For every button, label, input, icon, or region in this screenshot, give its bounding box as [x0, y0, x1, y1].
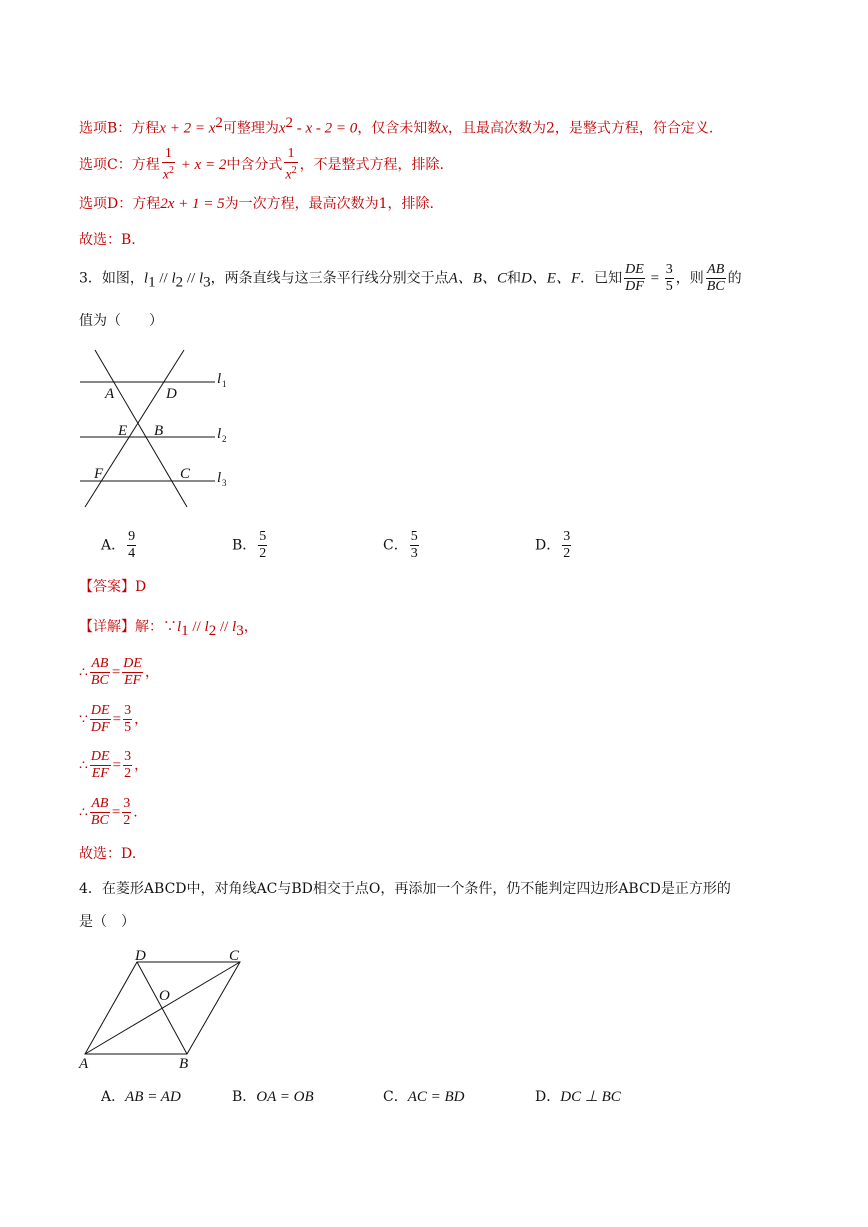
option-d-explanation: 选项D：方程2x + 1 = 5为一次方程，最高次数为1，排除.	[79, 196, 434, 212]
rh-point-c-label: C	[229, 948, 240, 964]
q3-detail-step1: 【详解】解：$\because l_1 // l_2 // l_3$，	[79, 619, 258, 639]
q3-choice: 故选：D.	[79, 846, 137, 862]
point-a-label: A	[105, 386, 115, 402]
point-e-label: E	[118, 423, 128, 439]
point-b-label: B	[154, 423, 164, 439]
l2-label: l	[217, 426, 222, 442]
q3-parallel-lines-figure	[75, 345, 245, 515]
l2-sub: 2	[222, 434, 227, 444]
q3-answer: 【答案】D	[79, 579, 147, 595]
q4-stem: 4．在菱形ABCD中，对角线AC与BD相交于点O，再添加一个条件，仍不能判定四边形ABCD是正方形的	[79, 881, 731, 897]
q3-stem: 3．如图，$l_1 // l_2 // l_3$，两条直线与这三条平行线分别交于点A、B、C和D、E、F．已知 $\frac{DE}{DF}$ = $\frac{3}{5}$ ，则 $\frac{AB}{BC}$ 的	[79, 262, 742, 294]
q4-option-c[interactable]: C．AC = BD	[383, 1089, 465, 1105]
l1-sub: 1	[222, 379, 227, 389]
q3-detail-step5: ∴ $\frac{AB}{BC}$ = $\frac{3}{2}$ .	[79, 796, 138, 828]
transversal-dbf	[85, 350, 184, 507]
rh-point-a-label: A	[79, 1056, 89, 1072]
q3-detail-step2: ∴ $\frac{AB}{BC}$ = $\frac{DE}{EF}$ ，	[79, 656, 159, 688]
q3-stem-line2: 值为（ ）	[79, 313, 163, 329]
diagonal-bd	[137, 962, 187, 1054]
q4-stem-line2: 是（ ）	[79, 914, 135, 930]
point-f-label: F	[94, 466, 104, 482]
l3-sub: 3	[222, 478, 227, 488]
l1-label: l	[217, 371, 222, 387]
rh-point-o-label: O	[159, 988, 170, 1004]
q3-option-a[interactable]: A． $\frac{9}{4}$	[101, 529, 136, 561]
point-c-label: C	[180, 466, 191, 482]
q4-option-d[interactable]: D．DC ⊥ BC	[535, 1089, 621, 1105]
prev-choice: 故选：B.	[79, 232, 136, 248]
q3-detail-step3: ∵ $\frac{DE}{DF}$ = $\frac{3}{5}$ ，	[79, 703, 149, 735]
q4-option-a[interactable]: A．AB = AD	[101, 1089, 181, 1105]
q4-rhombus-figure	[75, 944, 255, 1072]
q3-detail-step4: ∴ $\frac{DE}{EF}$ = $\frac{3}{2}$ ，	[79, 749, 149, 781]
q3-option-d[interactable]: D． $\frac{3}{2}$	[535, 529, 571, 561]
point-d-label: D	[166, 386, 177, 402]
option-b-explanation: 选项B：方程$x + 2 = x^2$可整理为$x^2 - x - 2 = 0$，仅含未知数x，且最高次数为2，是整式方程，符合定义.	[79, 115, 714, 137]
q3-option-b[interactable]: B． $\frac{5}{2}$	[232, 529, 267, 561]
q4-option-b[interactable]: B．OA = OB	[232, 1089, 314, 1105]
transversal-adg	[95, 350, 187, 507]
l3-label: l	[217, 470, 222, 486]
rh-point-b-label: B	[179, 1056, 189, 1072]
option-c-explanation: 选项C：方程 $\frac{1}{x^2}$ + x = 2中含分式 $\frac{1}{x^2}$ ，不是整式方程，排除.	[79, 146, 445, 183]
rh-point-d-label: D	[135, 948, 146, 964]
q3-option-c[interactable]: C． $\frac{5}{3}$	[383, 529, 418, 561]
